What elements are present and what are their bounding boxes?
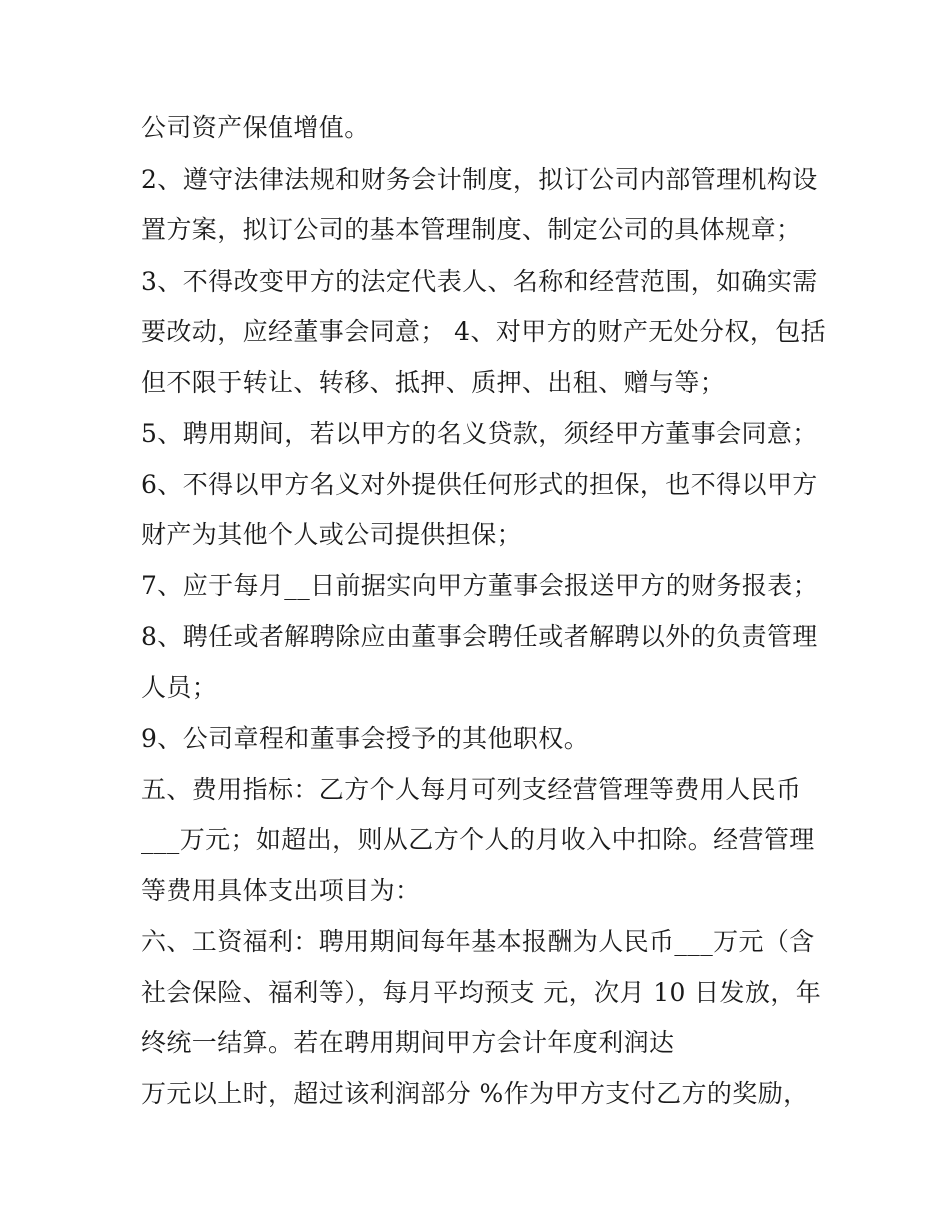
text-line: 9、公司章程和董事会授予的其他职权。 (141, 724, 590, 753)
text-line: 6、不得以甲方名义对外提供任何形式的担保，也不得以甲方 (141, 470, 818, 499)
text-line: 财产为其他个人或公司提供担保； (141, 520, 523, 549)
text-line: 7、应于每月__日前据实向甲方董事会报送甲方的财务报表； (141, 571, 819, 600)
text-line: 但不限于转让、转移、抵押、质押、出租、赠与等； (141, 368, 726, 397)
text-line: 3、不得改变甲方的法定代表人、名称和经营范围，如确实需 (141, 267, 818, 296)
text-line: 五、费用指标：乙方个人每月可列支经营管理等费用人民币 (141, 775, 802, 804)
text-line: 六、工资福利：聘用期间每年基本报酬为人民币___万元（含 (141, 927, 815, 956)
text-line: 2、遵守法律法规和财务会计制度，拟订公司内部管理机构设 (141, 165, 818, 194)
text-line: 终统一结算。若在聘用期间甲方会计年度利润达 (141, 1028, 675, 1057)
text-line: 要改动，应经董事会同意； 4、对甲方的财产无处分权，包括 (141, 317, 827, 346)
text-line: 人员； (141, 673, 218, 702)
text-line: 5、聘用期间，若以甲方的名义贷款，须经甲方董事会同意； (141, 419, 818, 448)
text-line: 社会保险、福利等），每月平均预支 元，次月 10 日发放，年 (141, 978, 822, 1007)
text-line: 等费用具体支出项目为： (141, 876, 421, 905)
text-line: 8、聘任或者解聘除应由董事会聘任或者解聘以外的负责管理 (141, 622, 818, 651)
text-line: ___万元；如超出，则从乙方个人的月收入中扣除。经营管理 (141, 825, 815, 854)
text-line: 置方案，拟订公司的基本管理制度、制定公司的具体规章； (141, 215, 802, 244)
text-line: 公司资产保值增值。 (141, 113, 370, 142)
text-line: 万元以上时，超过该利润部分 %作为甲方支付乙方的奖励， (141, 1079, 809, 1108)
